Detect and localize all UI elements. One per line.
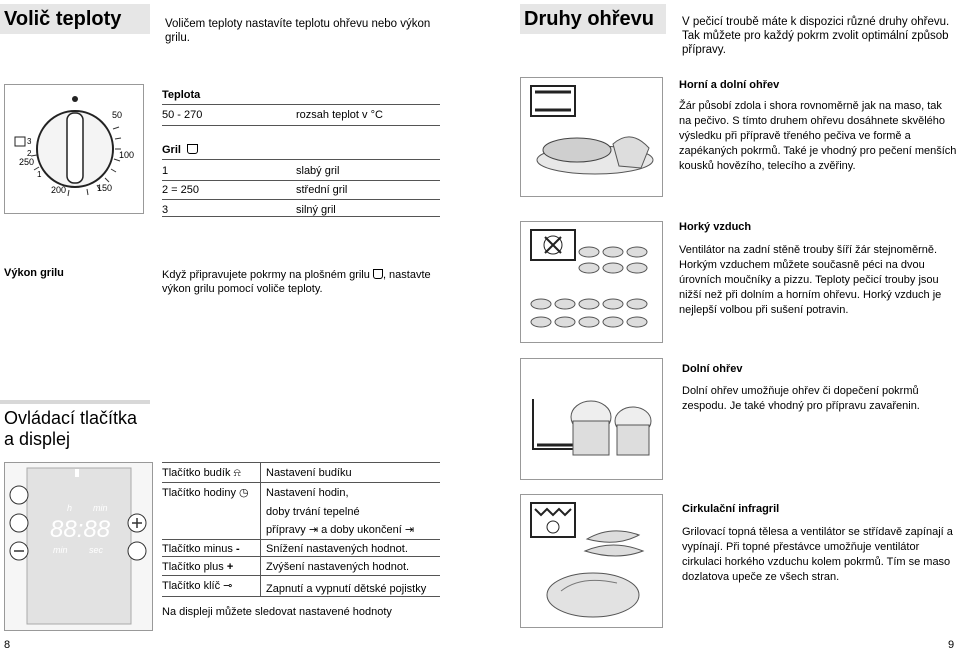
btn-hodiny-name: Tlačítko hodiny ◷ [162, 487, 249, 499]
grill-icon [187, 144, 198, 154]
mode-3-title: Dolní ohřev [682, 363, 743, 375]
page-number-left: 8 [4, 639, 11, 651]
clock-button-icon [10, 514, 28, 532]
gril-row-2-key: 2 = 250 [162, 184, 200, 196]
table-header-teplota: Teplota [162, 89, 201, 101]
page-title-druhy-ohrevu: Druhy ohřevu [520, 4, 666, 34]
dial-label-200: 200 [51, 185, 67, 195]
alarm-button-icon [10, 486, 28, 504]
gril-row-3-value: silný gril [296, 204, 336, 216]
dial-label-2: 2 [27, 149, 32, 158]
vykon-grilu-text: Když připravujete pokrmy na plošném grilu , nastavte výkon grilu pomocí voliče teploty. [162, 269, 431, 295]
clock-icon: ◷ [239, 487, 249, 499]
gril-label: Gril [162, 144, 181, 156]
display-label-min-2: min [53, 545, 68, 555]
duration-icon: ⇥ [308, 524, 319, 536]
controls-title: Ovládací tlačítka a displej [0, 400, 150, 450]
mode-3-text: Dolní ohřev umožňuje ohřev či dopečení pokrmů zespodu. Je také vhodný pro přípravu zavařenin. [682, 385, 920, 412]
temperature-dial-figure [4, 84, 144, 214]
key-button-icon [128, 542, 146, 560]
mode-2-title: Horký vzduch [679, 221, 752, 233]
vykon-grilu-title: Výkon grilu [4, 267, 64, 279]
btn-klic-desc: Zapnutí a vypnutí dětské pojistky [266, 583, 427, 595]
mode-1-text: Žár působí zdola i shora rovnoměrně jak na maso, tak na pečivo. S tímto druhem ohřevu dosáhnete skvělého výsledku při přípravě třeného pečiva ve formě a zapékaných pokrmů. Také je vhodný pro pečení menších kousků hovězího, telecího a zvěřiny. [679, 100, 957, 172]
end-time-icon: ⇥ [404, 524, 415, 536]
display-digits: 88:88 [50, 516, 111, 543]
dial-label-100: 100 [119, 150, 135, 160]
display-label-min: min [93, 503, 108, 513]
table-header-gril [162, 143, 198, 157]
btn-plus-desc: Zvýšení nastavených hodnot. [266, 561, 410, 573]
display-label-h: h [67, 503, 73, 513]
btn-klic-name: Tlačítko klíč ⊸ [162, 580, 233, 592]
btn-budik-name: Tlačítko budík ⍾ [162, 467, 241, 479]
dial-label-3: 3 [27, 137, 32, 146]
range-label: rozsah teplot v °C [296, 109, 383, 121]
btn-hodiny-desc-3: přípravy ⇥ a doby ukončení ⇥ [266, 524, 415, 536]
mode-4-text: Grilovací topná tělesa a ventilátor se střídavě zapínají a vypínají. Při topné přestávce umožňuje ventilátor cirkulaci horkého vzduchu kolem pokrmů. Tím se maso dozlatova upeče ze všech stran. [682, 526, 953, 583]
bottom-heat-figure [520, 358, 663, 480]
page-title-volic-teploty: Volič teploty [0, 4, 150, 34]
grill-icon [373, 269, 383, 279]
btn-minus-name: Tlačítko minus - [162, 543, 240, 555]
dial-label-50: 50 [112, 110, 123, 120]
top-bottom-heat-figure [520, 77, 663, 197]
intro-volic: Voličem teploty nastavíte teplotu ohřevu nebo výkon grilu. [165, 18, 431, 44]
mode-4-title: Cirkulační infragril [682, 503, 780, 515]
gril-row-1-value: slabý gril [296, 165, 340, 177]
gril-row-3-key: 3 [162, 204, 169, 216]
key-icon: ⊸ [223, 580, 233, 592]
intro-druhy: V pečicí troubě máte k dispozici různé druhy ohřevu. Tak můžete pro každý pokrm zvolit optimální způsob přípravy. [682, 16, 950, 56]
dial-label-250: 250 [19, 157, 35, 167]
display-label-sec: sec [89, 545, 104, 555]
alarm-icon: ⍾ [233, 467, 241, 479]
control-panel-figure [4, 462, 153, 631]
btn-hodiny-desc: Nastavení hodin, [266, 487, 349, 499]
dial-label-1: 1 [37, 170, 42, 179]
range-value: 50 - 270 [162, 109, 203, 121]
display-footer-note: Na displeji můžete sledovat nastavené hodnoty [162, 606, 392, 618]
infragrill-icon [531, 503, 575, 537]
dial-label-150: 150 [97, 183, 113, 193]
btn-budik-desc: Nastavení budíku [266, 467, 352, 479]
btn-minus-desc: Snížení nastavených hodnot. [266, 543, 408, 555]
page-number-right: 9 [948, 639, 955, 651]
gril-row-1-key: 1 [162, 165, 169, 177]
gril-row-2-value: střední gril [296, 184, 348, 196]
mode-2-text: Ventilátor na zadní stěně trouby šíří žár stejnoměrně. Horkým vzduchem můžete současně péci na dvou úrovních moučníky a pizzu. Teploty pečicí trouby jsou nižší než při dolním a horním ohřevu. Horký vzduch je nejlepší volbou při sušení potravin. [679, 244, 942, 316]
hot-air-figure [520, 221, 663, 343]
mode-1-title: Horní a dolní ohřev [679, 79, 780, 91]
btn-plus-name: Tlačítko plus + [162, 561, 234, 573]
infragrill-figure [520, 494, 663, 628]
btn-hodiny-desc-2: doby trvání tepelné [266, 506, 360, 518]
